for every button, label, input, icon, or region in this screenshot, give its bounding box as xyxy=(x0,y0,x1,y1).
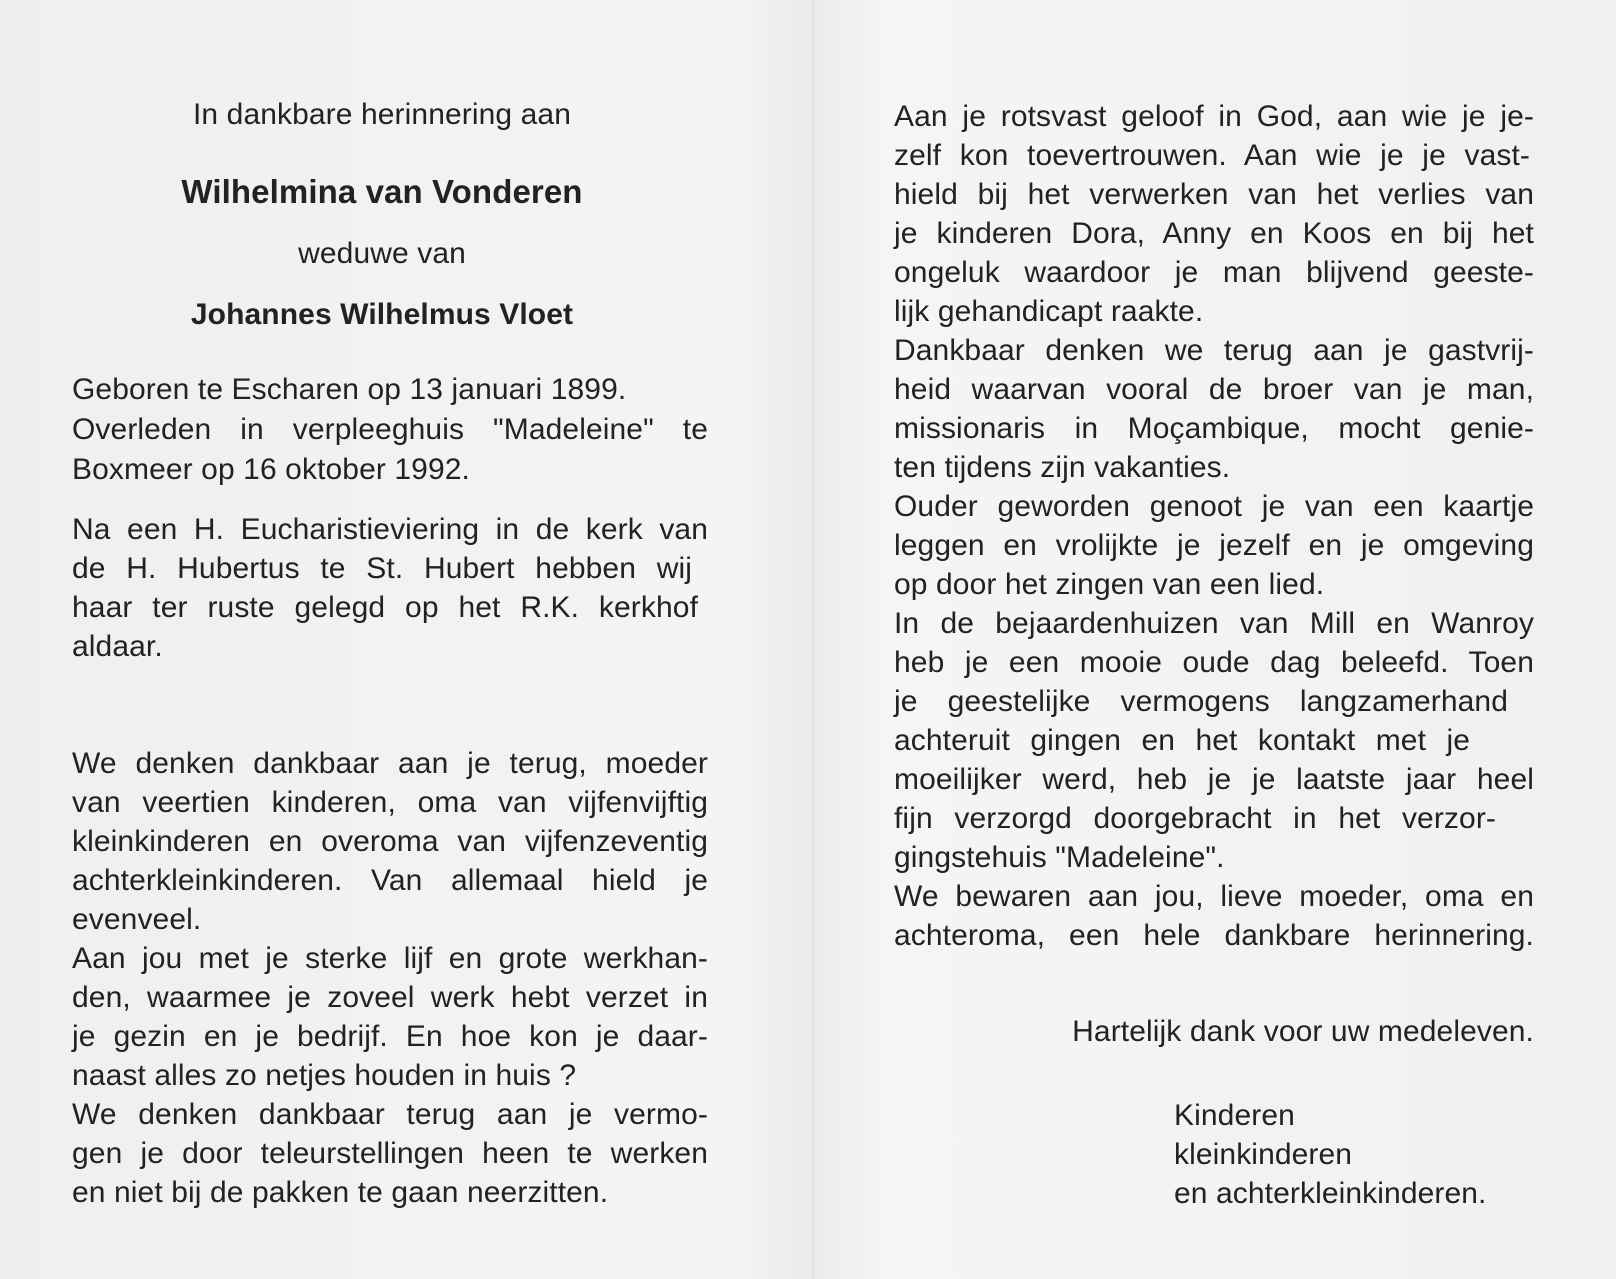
card-fold xyxy=(812,0,814,1279)
text-line: achteruit gingen en het kontakt met je xyxy=(894,724,1470,757)
text-line: aldaar. xyxy=(72,630,163,663)
text-line: evenveel. xyxy=(72,903,202,936)
text-line: We denken dankbaar aan je terug, moeder xyxy=(72,747,708,780)
text-line: Na een H. Eucharistieviering in de kerk van xyxy=(72,513,708,546)
signatory-line: en achterkleinkinderen. xyxy=(1174,1177,1487,1210)
text-line: Aan je rotsvast geloof in God, aan wie je je- xyxy=(894,100,1534,133)
text-line: Boxmeer op 16 oktober 1992. xyxy=(72,453,470,486)
text-line: den, waarmee je zoveel werk hebt verzet in xyxy=(72,981,708,1014)
text-line: Dankbaar denken we terug aan je gastvrij- xyxy=(894,334,1534,367)
widow-of-line: weduwe van xyxy=(298,237,466,270)
spouse-name: Johannes Wilhelmus Vloet xyxy=(190,298,574,331)
right-page xyxy=(894,0,1534,1279)
text-line: fijn verzorgd doorgebracht in het verzor- xyxy=(894,802,1496,835)
left-page xyxy=(72,0,708,1279)
text-line: lijk gehandicapt raakte. xyxy=(894,295,1204,328)
text-line: ongeluk waardoor je man blijvend geeste- xyxy=(894,256,1534,289)
text-line: leggen en vrolijkte je jezelf en je omgeving xyxy=(894,529,1534,562)
text-line: We denken dankbaar terug aan je vermo- xyxy=(72,1098,708,1131)
text-line: Aan jou met je sterke lijf en grote werkhan- xyxy=(72,942,708,975)
text-line: gen je door teleurstellingen heen te werken xyxy=(72,1137,708,1170)
text-line: op door het zingen van een lied. xyxy=(894,568,1325,601)
signatory-line: Kinderen xyxy=(1174,1099,1295,1132)
text-line: je geestelijke vermogens langzamerhand xyxy=(894,685,1508,718)
text-line: je kinderen Dora, Anny en Koos en bij het xyxy=(894,217,1534,250)
text-line: hield bij het verwerken van het verlies van xyxy=(894,178,1534,211)
text-line: heb je een mooie oude dag beleefd. Toen xyxy=(894,646,1534,679)
thanks-line: Hartelijk dank voor uw medeleven. xyxy=(1072,1015,1534,1048)
text-line: haar ter ruste gelegd op het R.K. kerkhof xyxy=(72,591,698,624)
text-line: en niet bij de pakken te gaan neerzitten. xyxy=(72,1176,609,1209)
text-line: Geboren te Escharen op 13 januari 1899. xyxy=(72,373,627,406)
text-line: achterkleinkinderen. Van allemaal hield je xyxy=(72,864,708,897)
text-line: van veertien kinderen, oma van vijfenvijftig xyxy=(72,786,708,819)
text-line: Ouder geworden genoot je van een kaartje xyxy=(894,490,1534,523)
text-line: achteroma, een hele dankbare herinnering. xyxy=(894,919,1534,952)
intro-line: In dankbare herinnering aan xyxy=(193,98,571,131)
text-line: zelf kon toevertrouwen. Aan wie je je vast- xyxy=(894,139,1530,172)
text-line: moeilijker werd, heb je je laatste jaar heel xyxy=(894,763,1534,796)
text-line: ten tijdens zijn vakanties. xyxy=(894,451,1231,484)
text-line: de H. Hubertus te St. Hubert hebben wij xyxy=(72,552,692,585)
text-line: kleinkinderen en overoma van vijfenzeventig xyxy=(72,825,708,858)
text-line: missionaris in Moçambique, mocht genie- xyxy=(894,412,1534,445)
text-line: Overleden in verpleeghuis "Madeleine" te xyxy=(72,413,708,446)
text-line: naast alles zo netjes houden in huis ? xyxy=(72,1059,577,1092)
text-line: gingstehuis "Madeleine". xyxy=(894,841,1225,874)
text-line: je gezin en je bedrijf. En hoe kon je daar- xyxy=(72,1020,708,1053)
text-line: We bewaren aan jou, lieve moeder, oma en xyxy=(894,880,1534,913)
signatory-line: kleinkinderen xyxy=(1174,1138,1353,1171)
deceased-name: Wilhelmina van Vonderen xyxy=(181,173,583,210)
text-line: heid waarvan vooral de broer van je man, xyxy=(894,373,1534,406)
text-line: In de bejaardenhuizen van Mill en Wanroy xyxy=(894,607,1534,640)
